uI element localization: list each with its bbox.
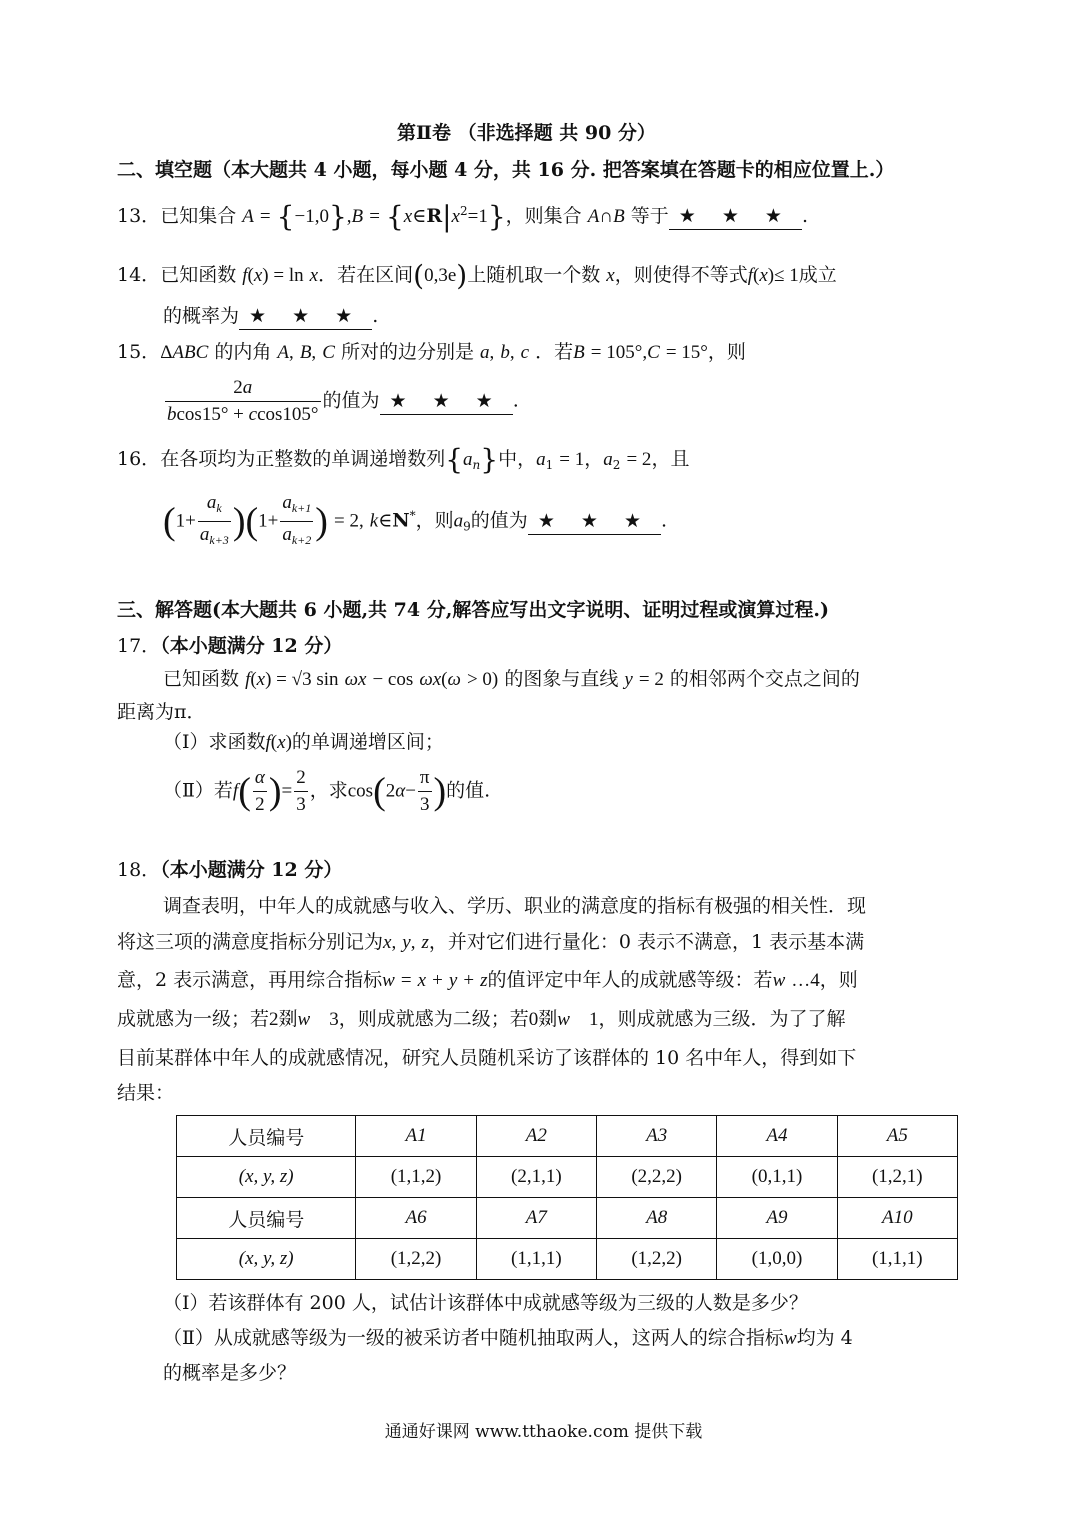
table-value: (1,2,2) bbox=[356, 1239, 476, 1280]
table-row-label: 人员编号 bbox=[177, 1116, 356, 1157]
answer-blank[interactable]: ★ ★ ★ bbox=[239, 303, 372, 330]
answer-blank[interactable]: ★ ★ ★ bbox=[380, 388, 513, 415]
question-18-line3: 意，2 表示满意，再用综合指标w = x + y + z的值评定中年人的成就感等级：若w …4，则 bbox=[117, 969, 858, 991]
answer-blank[interactable]: ★ ★ ★ bbox=[669, 203, 802, 230]
question-16-line2: (1+ $\frac{a_k}{a_{k+3}}$ )(1+ $\frac{a_{k+1}}{a_{k+2}}$ ) = 2, k∈N*，则$a_9$的值为 ★ ★ ★ . bbox=[163, 490, 667, 553]
question-18-line5: 目前某群体中年人的成就感情况，研究人员随机采访了该群体的 10 名中年人，得到如下 bbox=[117, 1047, 857, 1069]
question-text: ，求 bbox=[309, 779, 348, 802]
question-text: ．若 bbox=[535, 341, 574, 363]
fraction: $\frac{a_{k+1}}{a_{k+2}}$ bbox=[282, 492, 312, 547]
table-row-label: (x, y, z) bbox=[177, 1239, 356, 1280]
question-text: . bbox=[372, 305, 379, 327]
question-text: 的概率为 bbox=[163, 305, 240, 327]
fraction: $\frac{2}{3}$ bbox=[296, 767, 306, 815]
question-text: 已知集合 bbox=[160, 205, 237, 227]
question-number: 16． bbox=[117, 448, 161, 470]
question-score: （本小题满分 12 分） bbox=[160, 635, 343, 657]
question-text: ，则成就感为三级．为了了解 bbox=[598, 1008, 846, 1030]
question-18-title bbox=[117, 857, 342, 883]
question-18-line4: 成就感为一级；若2剟w 3，则成就感为二级；若0剟w 1，则成就感为三级．为了了解 bbox=[117, 1008, 846, 1030]
question-text: ，则成就感为二级；若 bbox=[338, 1008, 529, 1030]
table-person-id: A10 bbox=[837, 1198, 957, 1239]
question-text: 意，2 表示满意，再用综合指标 bbox=[117, 969, 383, 991]
question-text: 上随机取一个数 bbox=[467, 264, 601, 286]
question-text: （Ⅱ）从成就感等级为一级的被采访者中随机抽取两人，这两人的综合指标 bbox=[163, 1327, 784, 1349]
question-16: 16．在各项均为正整数的单调递增数列$\{a_n\}$中，$a_1 = 1$，$a_2 = 2$，且 bbox=[117, 443, 690, 476]
question-text: 中， bbox=[498, 448, 537, 470]
fraction: $\frac{2a}{bcos15^\circ + ccos105^\circ}$ bbox=[167, 377, 319, 425]
question-text: （Ⅰ）求函数 bbox=[163, 731, 266, 753]
question-18-part2: （Ⅱ）从成就感等级为一级的被采访者中随机抽取两人，这两人的综合指标w均为 4 bbox=[163, 1327, 853, 1349]
table-person-id: A2 bbox=[476, 1116, 596, 1157]
question-text: 的值. bbox=[446, 779, 491, 802]
question-18-line1: 调查表明，中年人的成就感与收入、学历、职业的满意度的指标有极强的相关性．现 bbox=[163, 895, 867, 917]
question-17-part1: （Ⅰ）求函数f(x)的单调递增区间； bbox=[163, 731, 444, 753]
question-text: . bbox=[512, 389, 519, 412]
question-text: 在各项均为正整数的单调递增数列 bbox=[160, 448, 446, 470]
question-number: 17． bbox=[117, 635, 161, 657]
table-person-id: A8 bbox=[597, 1198, 717, 1239]
question-17-line1: 已知函数 f(x) = √3 sin ωx − cos ωx(ω > 0) 的图象与直线 y = 2 的相邻两个交点之间的 bbox=[163, 668, 860, 690]
section-heading-fill-blank: 二、填空题（本大题共 4 小题，每小题 4 分，共 16 分. 把答案填在答题卡的相应位置上.） bbox=[117, 159, 895, 181]
table-row bbox=[177, 1198, 958, 1239]
question-text: 的内角 bbox=[214, 341, 272, 363]
table-person-id: A3 bbox=[597, 1116, 717, 1157]
question-text: ．若在区间 bbox=[318, 264, 414, 286]
question-text: . bbox=[801, 205, 808, 227]
table-value: (1,2,1) bbox=[837, 1157, 957, 1198]
question-number: 18． bbox=[117, 859, 161, 881]
question-18-line6: 结果： bbox=[117, 1082, 175, 1104]
table-value: (1,1,1) bbox=[476, 1239, 596, 1280]
question-number: 13． bbox=[117, 205, 161, 227]
table-person-id: A4 bbox=[717, 1116, 837, 1157]
question-text: 均为 4 bbox=[796, 1327, 853, 1349]
table-value: (1,0,0) bbox=[717, 1239, 837, 1280]
question-text: ，并对它们进行量化：0 表示不满意，1 表示基本满 bbox=[428, 931, 865, 953]
page-footer: 通通好课网 www.tthaoke.com 提供下载 bbox=[384, 1422, 703, 1442]
table-value: (2,2,2) bbox=[597, 1157, 717, 1198]
table-row-label: (x, y, z) bbox=[177, 1157, 356, 1198]
question-text: 的值评定中年人的成就感等级：若 bbox=[487, 969, 773, 991]
table-person-id: A6 bbox=[356, 1198, 476, 1239]
question-15-line2 bbox=[163, 375, 519, 428]
table-value: (1,2,2) bbox=[597, 1239, 717, 1280]
table-person-id: A9 bbox=[717, 1198, 837, 1239]
fraction: $\frac{\alpha}{2}$ bbox=[254, 767, 265, 815]
question-text: 所对的边分别是 bbox=[340, 341, 474, 363]
answer-blank[interactable]: ★ ★ ★ bbox=[528, 508, 661, 535]
question-text: . bbox=[661, 509, 668, 532]
question-text: ， bbox=[584, 448, 604, 470]
question-text: 的值为 bbox=[322, 389, 380, 412]
table-value: (0,1,1) bbox=[717, 1157, 837, 1198]
question-14-line2 bbox=[163, 303, 378, 330]
question-text: 成就感为一级；若 bbox=[117, 1008, 270, 1030]
question-18-part2-line2: 的概率是多少？ bbox=[163, 1362, 297, 1384]
fraction: $\frac{\pi}{3}$ bbox=[419, 767, 430, 815]
question-text: ，则使得不等式 bbox=[614, 264, 748, 286]
question-text: 的图象与直线 bbox=[504, 668, 619, 690]
question-text: ，则 bbox=[415, 509, 454, 532]
table-value: (1,1,2) bbox=[356, 1157, 476, 1198]
question-text: ，且 bbox=[651, 448, 690, 470]
question-17-line2: 距离为π． bbox=[117, 701, 206, 723]
table-person-id: A1 bbox=[356, 1116, 476, 1157]
question-13: 13．已知集合 $A = \{-1,0\},B = \{x\in R|x^2=1\}$，则集合 A∩B 等于 ★ ★ ★ . bbox=[117, 200, 808, 233]
question-score: （本小题满分 12 分） bbox=[160, 859, 343, 881]
page-title: 第Ⅱ卷 （非选择题 共 90 分） bbox=[397, 122, 656, 144]
question-text: 的单调递增区间； bbox=[291, 731, 444, 753]
table-row bbox=[177, 1157, 958, 1198]
question-text: 的值为 bbox=[470, 509, 528, 532]
question-text: 成立 bbox=[798, 264, 837, 286]
question-text: 的相邻两个交点之间的 bbox=[669, 668, 860, 690]
question-text: （Ⅱ）若 bbox=[163, 779, 233, 802]
survey-table bbox=[176, 1115, 958, 1280]
question-number: 14． bbox=[117, 264, 161, 286]
question-18-part1: （Ⅰ）若该群体有 200 人，试估计该群体中成就感等级为三级的人数是多少？ bbox=[163, 1292, 808, 1314]
question-text: 已知函数 bbox=[160, 264, 237, 286]
table-person-id: A5 bbox=[837, 1116, 957, 1157]
question-text: 已知函数 bbox=[163, 668, 240, 690]
table-value: (2,1,1) bbox=[476, 1157, 596, 1198]
table-person-id: A7 bbox=[476, 1198, 596, 1239]
section-heading-answer: 三、解答题(本大题共 6 小题,共 74 分,解答应写出文字说明、证明过程或演算过程.) bbox=[117, 599, 829, 621]
question-14: 14．已知函数 f(x) = ln x．若在区间(0,3e)上随机取一个数 x，则使得不等式f(x)≤ 1成立 bbox=[117, 259, 837, 292]
question-text: ，则集合 bbox=[505, 205, 582, 227]
question-text: ，则 bbox=[707, 341, 746, 363]
table-row bbox=[177, 1116, 958, 1157]
table-row bbox=[177, 1239, 958, 1280]
question-text: 等于 bbox=[630, 205, 669, 227]
question-18-line2: 将这三项的满意度指标分别记为x, y, z，并对它们进行量化：0 表示不满意，1 表示基本满 bbox=[117, 931, 865, 953]
question-15: 15．ΔABC 的内角 A, B, C 所对的边分别是 a, b, c ．若B = 105°,C = 15°，则 bbox=[117, 341, 746, 363]
table-row-label: 人员编号 bbox=[177, 1198, 356, 1239]
table-value: (1,1,1) bbox=[837, 1239, 957, 1280]
question-17-part2: （Ⅱ）若f( $\frac{\alpha}{2}$ )= $\frac{2}{3}$ ，求cos(2α− $\frac{\pi}{3}$ )的值. bbox=[163, 765, 490, 818]
question-text: ，则 bbox=[819, 969, 858, 991]
question-17-title bbox=[117, 633, 342, 659]
question-number: 15． bbox=[117, 341, 161, 363]
fraction: $\frac{a_k}{a_{k+3}}$ bbox=[199, 492, 229, 547]
question-text: 将这三项的满意度指标分别记为 bbox=[117, 931, 384, 953]
